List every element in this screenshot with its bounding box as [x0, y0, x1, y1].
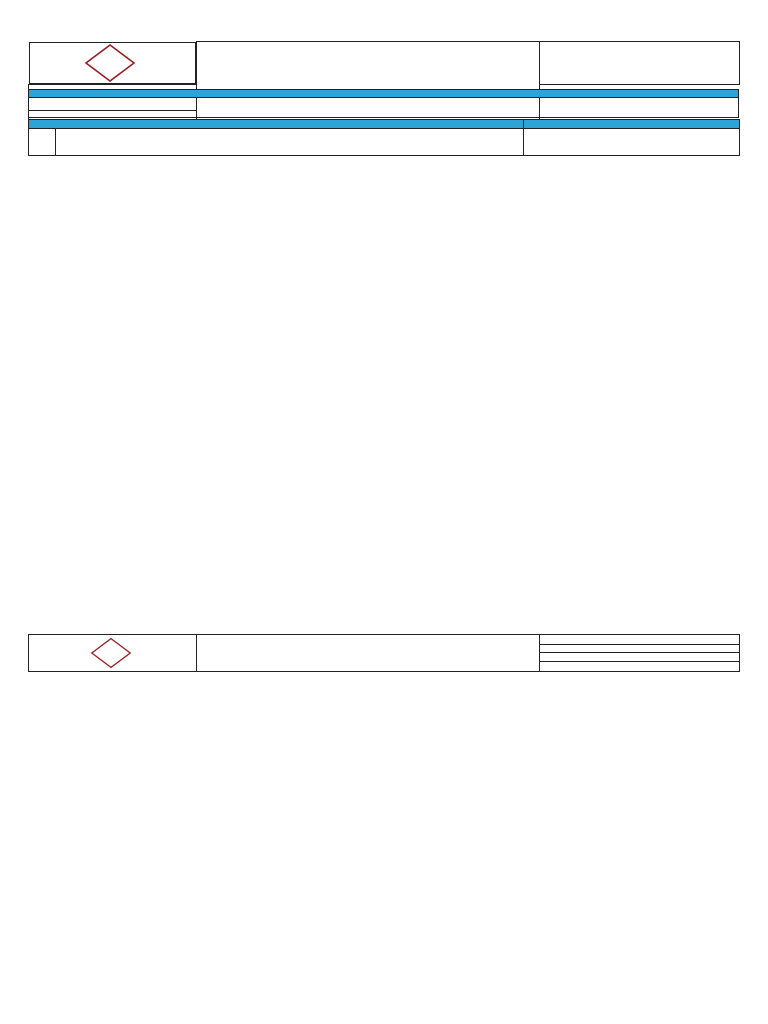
approval-label-2: [540, 652, 740, 662]
goal-text: [56, 129, 524, 156]
indicator-label: [524, 120, 740, 129]
company-logo: [29, 42, 197, 84]
approval-date-2: [540, 662, 740, 672]
objective-table: [28, 89, 739, 118]
doc-code-2: [540, 635, 740, 645]
goal-label: [29, 120, 524, 129]
doc-version-2: [540, 644, 740, 652]
document-title-2: [197, 635, 540, 672]
doc-code: [540, 42, 740, 85]
goal-table: [28, 119, 740, 156]
objective-text: [29, 98, 739, 118]
logo-diamond-icon-2: [89, 637, 133, 669]
company-logo-2: [29, 635, 197, 672]
logo-diamond-icon: [84, 43, 136, 83]
indicator-text: [524, 129, 740, 156]
header-table-2: [28, 634, 740, 672]
objective-label: [29, 90, 739, 98]
